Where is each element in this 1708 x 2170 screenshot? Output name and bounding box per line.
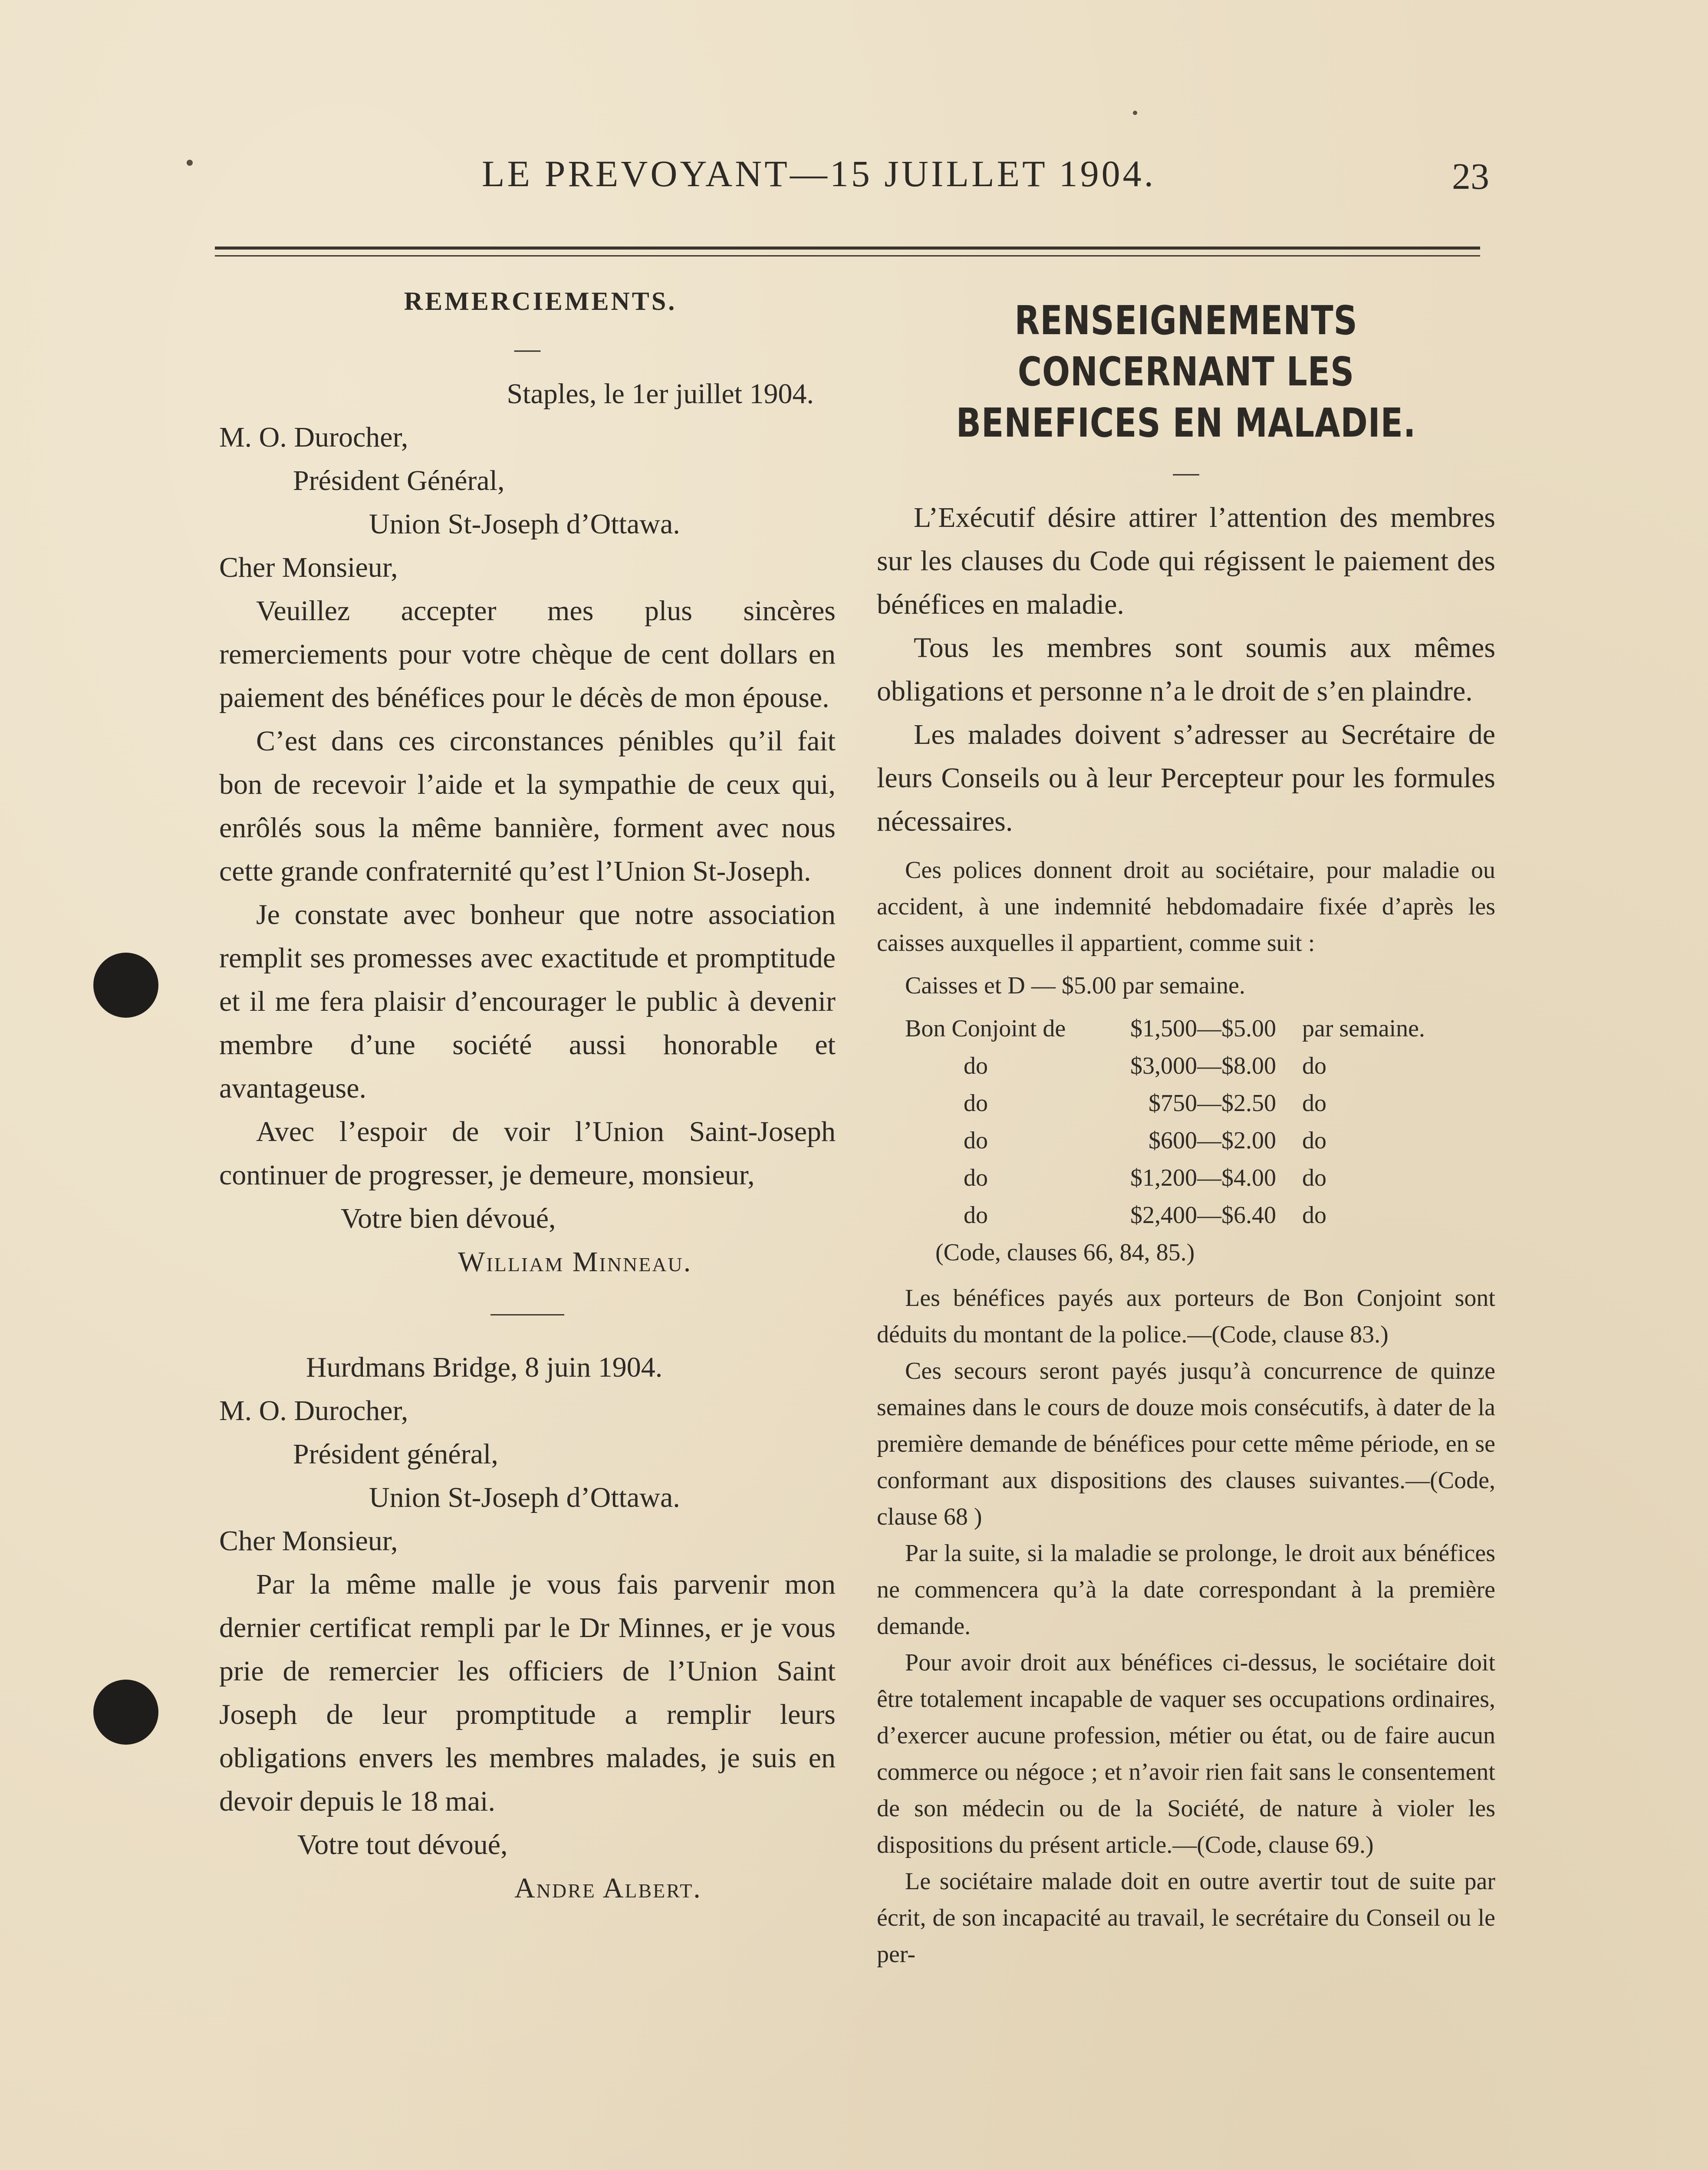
page-header — [0, 152, 1708, 204]
letter-albert — [219, 1346, 836, 1910]
rate-label: do — [964, 1164, 988, 1191]
letter-date: Staples, le 1er juillet 1904. — [507, 378, 814, 410]
article-paragraph: Par la suite, si la maladie se prolonge, le droit aux bénéfices ne commencera qu’à la date correspondant à la première demande. — [877, 1540, 1495, 1640]
header-rule — [215, 247, 1480, 250]
letter-minneau — [219, 372, 836, 1284]
rates-row — [877, 1159, 1495, 1197]
rate-label: do — [964, 1202, 988, 1229]
rates-row — [877, 1197, 1495, 1234]
letter-paragraph: Par la même malle je vous fais parvenir mon dernier certificat rempli par le Dr Minnes, er je vous prie de remercier les officiers de l’Union Saint Joseph de leur promptitude a remplir leurs obligations envers les membres malades, je suis en devoir depuis le 18 mai. — [219, 1568, 836, 1817]
rates-row — [877, 1010, 1495, 1047]
letter-signature: William Minneau. — [458, 1246, 692, 1278]
rates-row — [877, 1047, 1495, 1085]
article-paragraph: Pour avoir droit aux bénéfices ci-dessus, le sociétaire doit être totalement incapable de vaquer ses occupations ordinaires, d’exercer aucune profession, métier ou état, ou de faire aucun commerce ou négoce ; et n’avoir rien fait sans le consentement de son médecin ou de la Société, de nature à violer les dispositions du présent article.—(Code, clause 69.) — [877, 1649, 1495, 1858]
rate-label: do — [964, 1052, 988, 1079]
letter-salutation: Cher Monsieur, — [219, 1525, 398, 1557]
rate-label: do — [964, 1127, 988, 1154]
rate-unit: do — [1302, 1164, 1326, 1191]
letter-signature: Andre Albert. — [514, 1872, 702, 1904]
article-paragraph: Les bénéfices payés aux porteurs de Bon Conjoint sont déduits du montant de la police.—(Code, clause 83.) — [877, 1285, 1495, 1348]
rate-amount: $2,400—$6.40 — [1130, 1202, 1276, 1229]
section-heading-renseignements: RENSEIGNEMENTS CONCERNANT LES BENEFICES EN MALADIE. — [956, 297, 1416, 446]
caisses-line: Caisses et D — $5.00 par semaine. — [905, 972, 1245, 999]
binding-hole-lower — [93, 1680, 158, 1745]
rate-amount: $600—$2.00 — [1149, 1127, 1276, 1154]
rate-unit: do — [1302, 1202, 1326, 1229]
rates-row — [877, 1085, 1495, 1122]
rate-unit: par semaine. — [1302, 1015, 1425, 1042]
section-heading-remerciements: REMERCIEMENTS. — [404, 287, 677, 316]
rate-amount: $3,000—$8.00 — [1130, 1052, 1276, 1079]
rate-amount: $1,500—$5.00 — [1130, 1015, 1276, 1042]
page-number: 23 — [1452, 155, 1489, 197]
rates-row — [877, 1122, 1495, 1159]
letter-paragraph: C’est dans ces circonstances pénibles qu’il fait bon de recevoir l’aide et la sympathie de ceux qui, enrôlés sous la même bannière, forment avec nous cette grande confraternité qu’est l’Union St-Joseph. — [219, 725, 836, 887]
letter-paragraph: Veuillez accepter mes plus sincères remerciements pour votre chèque de cent dollars en paiement des bénéfices pour le décès de mon épouse. — [219, 595, 836, 713]
heading-dash: — — [514, 334, 540, 363]
right-column — [877, 286, 1495, 1973]
letter-addressee-title: Président Général, — [293, 465, 505, 496]
letter-date: Hurdmans Bridge, 8 juin 1904. — [306, 1351, 663, 1383]
letter-addressee-title: Président général, — [293, 1438, 498, 1470]
heading-dash: — — [1173, 458, 1199, 487]
paper-speck — [1133, 111, 1137, 115]
article-paragraph: Le sociétaire malade doit en outre avertir tout de suite par écrit, de son incapacité au travail, le secrétaire du Conseil ou le per- — [877, 1868, 1495, 1968]
article-paragraph: Ces secours seront payés jusqu’à concurrence de quinze semaines dans le cours de douze mois consécutifs, à dater de la première demande de bénéfices pour cette même période, en se conformant aux dispositions des clauses suivantes.—(Code, clause 68 ) — [877, 1358, 1495, 1530]
rates-table — [877, 1010, 1495, 1271]
letter-separator — [490, 1314, 564, 1315]
article-paragraph: Les malades doivent s’adresser au Secrétaire de leurs Conseils ou à leur Percepteur pour les formules nécessaires. — [877, 719, 1495, 837]
rate-unit: do — [1302, 1090, 1326, 1117]
left-column — [219, 286, 836, 1910]
letter-addressee: M. O. Durocher, — [219, 421, 408, 453]
letter-closing: Votre bien dévoué, — [341, 1203, 556, 1234]
article-paragraph: L’Exécutif désire attirer l’attention des membres sur les clauses du Code qui régissent le paiement des bénéfices en maladie. — [877, 502, 1495, 620]
letter-salutation: Cher Monsieur, — [219, 552, 398, 583]
letter-closing: Votre tout dévoué, — [297, 1829, 508, 1861]
letter-addressee-org: Union St-Joseph d’Ottawa. — [369, 508, 680, 540]
letter-paragraph: Je constate avec bonheur que notre association remplit ses promesses avec exactitude et promptitude et il me fera plaisir d’encourager le public à devenir membre d’une société aussi honorable et avantageuse. — [219, 899, 836, 1104]
rate-unit: do — [1302, 1052, 1326, 1079]
header-rule-thin — [215, 255, 1480, 256]
article-paragraph: Tous les membres sont soumis aux mêmes obligations et personne n’a le droit de s’en plaindre. — [877, 632, 1495, 707]
code-reference — [877, 1234, 1495, 1271]
running-title: LE PREVOYANT—15 JUILLET 1904. — [482, 153, 1156, 194]
rate-amount: $1,200—$4.00 — [1130, 1164, 1276, 1191]
rate-unit: do — [1302, 1127, 1326, 1154]
article-paragraph: Ces polices donnent droit au sociétaire, pour maladie ou accident, à une indemnité hebdomadaire fixée d’après les caisses auxquelles il appartient, comme suit : — [877, 857, 1495, 957]
letter-paragraph: Avec l’espoir de voir l’Union Saint-Joseph continuer de progresser, je demeure, monsieur, — [219, 1116, 836, 1191]
rate-label: do — [964, 1090, 988, 1117]
rate-label: Bon Conjoint de — [905, 1015, 1066, 1042]
letter-addressee-org: Union St-Joseph d’Ottawa. — [369, 1482, 680, 1513]
letter-addressee: M. O. Durocher, — [219, 1395, 408, 1427]
code-reference-text: (Code, clauses 66, 84, 85.) — [935, 1239, 1195, 1266]
binding-hole-upper — [93, 953, 158, 1018]
rate-amount: $750—$2.50 — [1149, 1090, 1276, 1117]
